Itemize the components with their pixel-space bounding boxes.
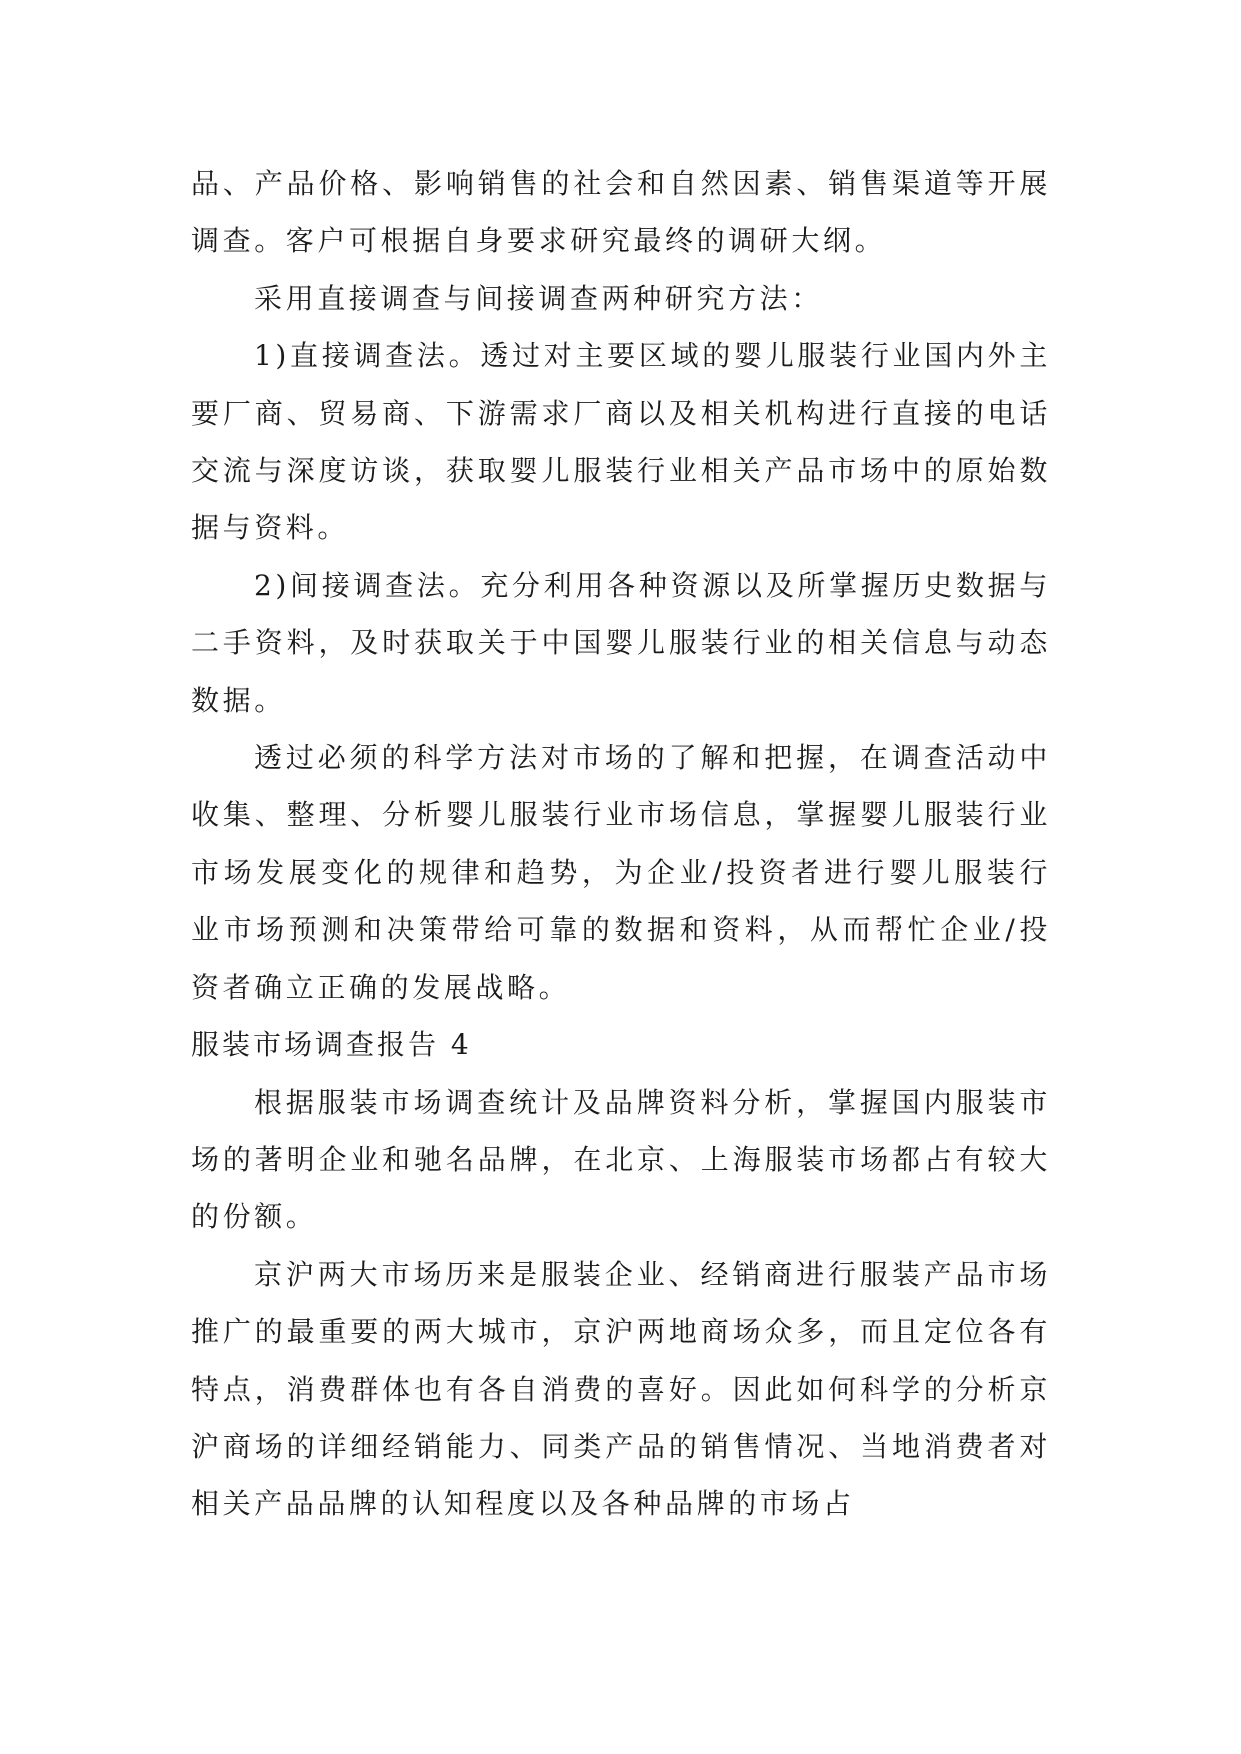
paragraph-research-methods: 采用直接调查与间接调查两种研究方法： bbox=[254, 281, 823, 315]
paragraph-beijing-shanghai-markets: 京沪两大市场历来是服装企业、经销商进行服装产品市场推广的最重要的两大城市，京沪两地商场众多，而且定位各有特点，消费群体也有各自消费的喜好。因此如何科学的分析京沪商场的详细经销能力、同类产品的销售情况、当地消费者对相关产品品牌的认知程度以及各种品牌的市场占 bbox=[191, 1257, 1051, 1521]
paragraph-indirect-survey: 2)间接调查法。充分利用各种资源以及所掌握历史数据与二手资料，及时获取关于中国婴儿服装行业的相关信息与动态数据。 bbox=[191, 568, 1051, 717]
section-heading: 服装市场调查报告 4 bbox=[191, 1028, 472, 1062]
paragraph-brand-analysis: 根据服装市场调查统计及品牌资料分析，掌握国内服装市场的著明企业和驰名品牌，在北京、上海服装市场都占有较大的份额。 bbox=[191, 1085, 1051, 1234]
document-body bbox=[191, 155, 1051, 1533]
paragraph-direct-survey: 1)直接调查法。透过对主要区域的婴儿服装行业国内外主要厂商、贸易商、下游需求厂商以及相关机构进行直接的电话交流与深度访谈，获取婴儿服装行业相关产品市场中的原始数据与资料。 bbox=[191, 339, 1051, 545]
paragraph-scientific-method: 透过必须的科学方法对市场的了解和把握，在调查活动中收集、整理、分析婴儿服装行业市场信息，掌握婴儿服装行业市场发展变化的规律和趋势，为企业/投资者进行婴儿服装行业市场预测和决策带给可靠的数据和资料，从而帮忙企业/投资者确立正确的发展战略。 bbox=[191, 741, 1051, 1004]
paragraph-survey-scope: 品、产品价格、影响销售的社会和自然因素、销售渠道等开展调查。客户可根据自身要求研究最终的调研大纲。 bbox=[191, 167, 1051, 258]
